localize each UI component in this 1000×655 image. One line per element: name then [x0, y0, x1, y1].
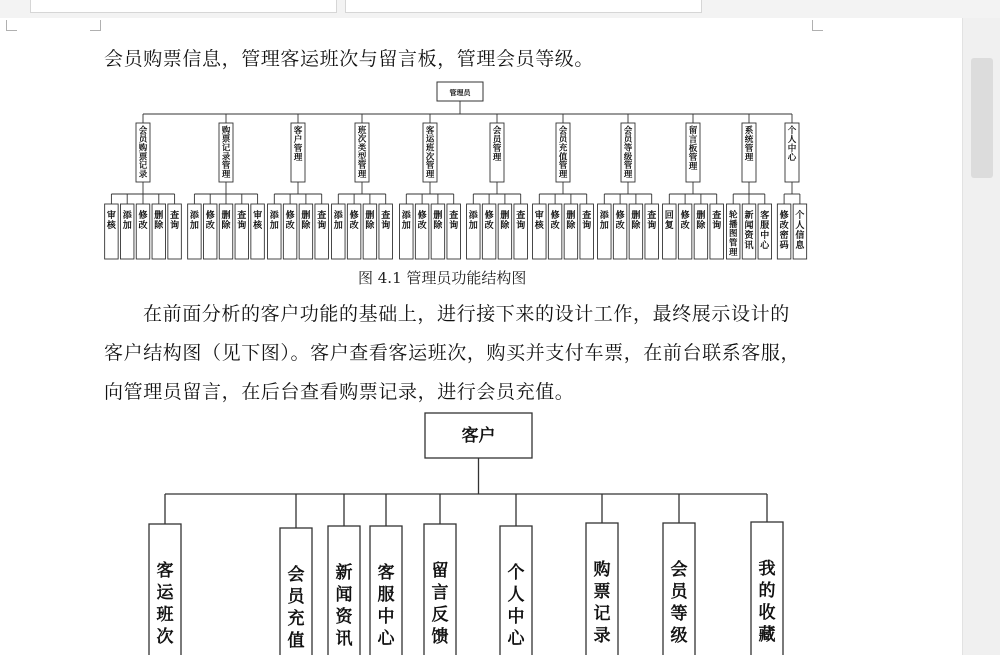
customer-module-label: 购票记录 — [593, 560, 611, 646]
admin-leaf-label: 删除 — [696, 211, 706, 231]
admin-leaf-label: 添加 — [269, 211, 279, 231]
admin-leaf-label: 查询 — [712, 211, 722, 231]
customer-module-label: 新闻资讯 — [335, 563, 353, 649]
admin-leaf-label: 新闻资讯 — [744, 211, 754, 251]
admin-module-label: 系统管理 — [744, 126, 754, 163]
admin-module-label: 会员等级管理 — [623, 124, 633, 179]
customer-module-label: 我的收藏 — [758, 559, 776, 645]
customer-module — [424, 494, 456, 655]
admin-module-label: 个人中心 — [787, 126, 797, 163]
admin-leaf-label: 查询 — [317, 211, 327, 231]
admin-leaf-label: 修改 — [680, 211, 690, 231]
admin-module-label: 会员购票记录 — [138, 124, 148, 179]
customer-module-label: 会员充值 — [287, 565, 305, 651]
admin-leaf-label: 审核 — [534, 211, 544, 231]
customer-module — [586, 494, 618, 655]
admin-module-label: 留言板管理 — [688, 126, 698, 172]
admin-leaf-label: 删除 — [221, 211, 231, 231]
admin-leaf-label: 修改 — [615, 211, 625, 231]
admin-leaf-label: 添加 — [189, 211, 199, 231]
customer-module — [500, 494, 532, 655]
admin-leaf-label: 修改 — [285, 211, 295, 231]
admin-leaf-label: 查询 — [516, 211, 526, 231]
admin-leaf-label: 删除 — [154, 211, 164, 231]
paragraph-body-line-2: 客户结构图（见下图）。客户查看客运班次，购买并支付车票，在前台联系客服， — [104, 342, 801, 364]
admin-leaf-label: 客服中心 — [760, 211, 770, 251]
customer-module — [328, 494, 360, 655]
admin-leaf-label: 修改 — [138, 211, 148, 231]
admin-leaf-label: 查询 — [381, 211, 391, 231]
admin-root-label: 管理员 — [449, 88, 471, 97]
customer-module — [149, 494, 181, 655]
customer-module — [751, 494, 783, 655]
scrollbar-thumb[interactable] — [971, 58, 993, 178]
admin-module-label: 会员管理 — [492, 126, 502, 163]
admin-leaf-label: 添加 — [599, 211, 609, 231]
customer-module-label: 个人中心 — [507, 563, 525, 649]
admin-leaf-label: 添加 — [122, 211, 132, 231]
admin-module-label: 会员充值管理 — [558, 124, 568, 179]
toolbar-panel-middle — [345, 0, 702, 13]
admin-leaf-label: 查询 — [170, 211, 180, 231]
admin-leaf-label: 查询 — [582, 211, 592, 231]
admin-leaf-label: 删除 — [365, 211, 375, 231]
admin-leaf-label: 回复 — [664, 211, 674, 231]
paragraph-body-line-3: 向管理员留言，在后台查看购票记录，进行会员充值。 — [104, 381, 575, 403]
admin-leaf-label: 修改 — [550, 211, 560, 231]
customer-modules — [149, 494, 783, 655]
admin-leaf-label: 添加 — [468, 211, 478, 231]
document-page — [0, 18, 962, 655]
customer-module-label: 留言反馈 — [431, 561, 449, 647]
customer-module — [280, 494, 312, 655]
paragraph-top: 会员购票信息，管理客运班次与留言板，管理会员等级。 — [104, 48, 595, 70]
admin-module-label: 班次类型管理 — [357, 124, 367, 179]
admin-leaf-label: 查询 — [237, 211, 247, 231]
admin-leaf-label: 添加 — [333, 211, 343, 231]
toolbar-panel-left — [30, 0, 337, 13]
customer-module-label: 客运班次 — [156, 561, 174, 647]
admin-module-label: 客户管理 — [293, 126, 303, 163]
admin-leaf-label: 删除 — [500, 211, 510, 231]
customer-module-label: 会员等级 — [670, 560, 688, 646]
admin-leaf-label: 审核 — [253, 211, 263, 231]
admin-leaf-label: 修改 — [349, 211, 359, 231]
admin-leaf-label: 轮播图管理 — [728, 209, 738, 257]
admin-module-label: 购票记录管理 — [221, 124, 231, 179]
admin-leaf-label: 修改 — [205, 211, 215, 231]
customer-structure-chart — [0, 18, 962, 655]
customer-root-label: 客户 — [461, 426, 496, 446]
admin-leaf-label: 删除 — [433, 211, 443, 231]
admin-leaf-label: 删除 — [631, 211, 641, 231]
admin-module-label: 客运班次管理 — [425, 124, 435, 179]
admin-leaf-label: 查询 — [449, 211, 459, 231]
admin-leaf-label: 修改 — [484, 211, 494, 231]
figure-caption: 图 4.1 管理员功能结构图 — [358, 269, 527, 287]
admin-leaf-label: 审核 — [106, 211, 116, 231]
admin-leaf-label: 个人信息 — [795, 211, 805, 251]
customer-module — [370, 494, 402, 655]
paragraph-body-line-1: 在前面分析的客户功能的基础上，进行接下来的设计工作，最终展示设计的 — [143, 303, 790, 325]
admin-leaf-label: 修改 — [417, 211, 427, 231]
customer-module-label: 客服中心 — [377, 563, 395, 649]
admin-leaf-label: 添加 — [401, 211, 411, 231]
vertical-scrollbar[interactable] — [962, 18, 1000, 655]
top-toolbar-strip — [0, 0, 1000, 18]
admin-leaf-label: 查询 — [647, 211, 657, 231]
customer-module — [663, 494, 695, 655]
admin-leaf-label: 删除 — [301, 211, 311, 231]
admin-leaf-label: 删除 — [566, 211, 576, 231]
admin-leaf-label: 修改密码 — [779, 211, 789, 251]
